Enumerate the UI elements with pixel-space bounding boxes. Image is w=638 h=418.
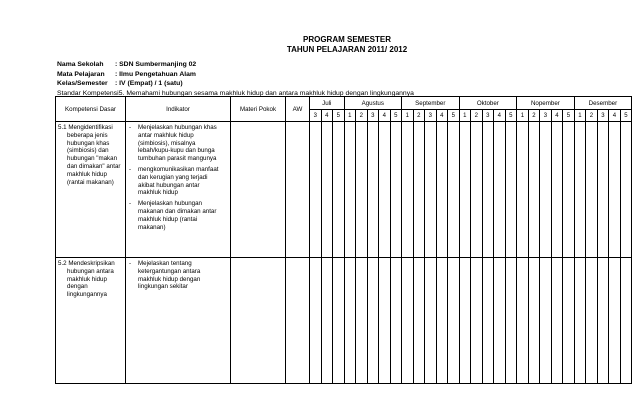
header-week: 4 <box>436 110 448 122</box>
header-week: 4 <box>551 110 563 122</box>
info-value: : Ilmu Pengetahuan Alam <box>115 70 196 78</box>
document-title: PROGRAM SEMESTER <box>302 35 391 44</box>
header-month: Nopember <box>517 97 575 110</box>
info-row <box>57 79 414 89</box>
header-week: 2 <box>413 110 425 122</box>
week-cell <box>413 122 425 258</box>
indikator-cell <box>126 258 231 384</box>
header-week: 4 <box>494 110 506 122</box>
week-cell <box>425 122 437 258</box>
header-week: 5 <box>505 110 517 122</box>
header-indikator: Indikator <box>126 97 231 122</box>
header-week: 2 <box>586 110 598 122</box>
week-cell <box>436 122 448 258</box>
header-week: 3 <box>482 110 494 122</box>
info-row <box>57 70 414 80</box>
header-week: 5 <box>333 110 345 122</box>
header-week: 3 <box>597 110 609 122</box>
header-week: 2 <box>528 110 540 122</box>
week-cell <box>517 122 529 258</box>
week-cell <box>505 122 517 258</box>
week-cell <box>310 258 322 384</box>
week-cell <box>425 258 437 384</box>
header-week: 3 <box>540 110 552 122</box>
week-cell <box>379 122 391 258</box>
header-week: 5 <box>448 110 460 122</box>
week-cell <box>482 258 494 384</box>
info-label: Nama Sekolah <box>57 61 104 68</box>
week-cell <box>586 258 598 384</box>
week-cell <box>402 258 414 384</box>
week-cell <box>471 122 483 258</box>
header-week: 4 <box>609 110 621 122</box>
week-cell <box>528 122 540 258</box>
week-cell <box>551 122 563 258</box>
week-cell <box>563 258 575 384</box>
indikator-item: - Menjelaskan hubungan makanan dan dimakan antar makhluk hidup (rantai makanan) <box>128 200 220 231</box>
header-week: 3 <box>310 110 322 122</box>
header-week: 1 <box>459 110 471 122</box>
week-cell <box>413 258 425 384</box>
week-cell <box>471 258 483 384</box>
week-cell <box>574 122 586 258</box>
header-month: Oktober <box>459 97 517 110</box>
header-materi-pokok: Materi Pokok <box>231 97 286 122</box>
materi-pokok-cell <box>231 122 286 258</box>
info-value: : 5. Memahami hubungan sesama makhluk hidup dan antara makhluk hidup dengan lingkungannya <box>115 89 414 97</box>
header-week: 5 <box>563 110 575 122</box>
document-subtitle: TAHUN PELAJARAN 2011/ 2012 <box>286 45 408 54</box>
week-cell <box>310 122 322 258</box>
indikator-item: - mengkomunikasikan manfaat dan kerugian yang terjadi akibat hubungan antar makhluk hidup <box>128 166 220 197</box>
header-week: 2 <box>471 110 483 122</box>
header-month: Desember <box>574 97 632 110</box>
week-cell <box>436 258 448 384</box>
week-cell <box>482 122 494 258</box>
week-cell <box>356 258 368 384</box>
week-cell <box>551 258 563 384</box>
week-cell <box>367 122 379 258</box>
week-cell <box>505 258 517 384</box>
info-label: Standar Kompetensi <box>57 89 119 97</box>
week-cell <box>574 258 586 384</box>
week-cell <box>620 258 632 384</box>
week-cell <box>379 258 391 384</box>
week-cell <box>459 122 471 258</box>
week-cell <box>597 258 609 384</box>
header-month: Agustus <box>344 97 402 110</box>
header-week: 1 <box>574 110 586 122</box>
week-cell <box>333 122 345 258</box>
week-cell <box>367 258 379 384</box>
aw-cell <box>286 122 310 258</box>
week-cell <box>356 122 368 258</box>
info-label: Mata Pelajaran <box>57 70 105 78</box>
kompetensi-dasar-cell: 5.1 Mengidentifikasi beberapa jenis hubungan khas (simbiosis) dan hubungan "makan dan dimakan" antar makhluk hidup (rantai makanan) <box>56 122 126 258</box>
header-week: 4 <box>379 110 391 122</box>
info-value: : IV (Empat) / 1 (satu) <box>115 80 183 88</box>
indikator-item: - Mejelaskan tentang ketergantungan antara makhluk hidup dengan lingkungan sekitar <box>128 260 220 291</box>
week-cell <box>540 122 552 258</box>
week-cell <box>609 122 621 258</box>
header-aw: AW <box>286 97 310 122</box>
week-cell <box>494 258 506 384</box>
header-week: 1 <box>517 110 529 122</box>
header-week: 3 <box>367 110 379 122</box>
week-cell <box>563 122 575 258</box>
materi-pokok-cell <box>231 258 286 384</box>
table-row <box>56 258 632 384</box>
week-cell <box>459 258 471 384</box>
header-week: 5 <box>620 110 632 122</box>
header-week: 4 <box>321 110 333 122</box>
week-cell <box>586 122 598 258</box>
header-week: 2 <box>356 110 368 122</box>
week-cell <box>390 258 402 384</box>
week-cell <box>333 258 345 384</box>
week-cell <box>620 122 632 258</box>
header-week: 1 <box>402 110 414 122</box>
week-cell <box>528 258 540 384</box>
header-week: 1 <box>344 110 356 122</box>
week-cell <box>448 258 460 384</box>
week-cell <box>517 258 529 384</box>
info-value: : SDN Sumbermanjing 02 <box>115 61 197 68</box>
week-cell <box>609 258 621 384</box>
info-label: Kelas/Semester <box>57 80 108 88</box>
header-week: 3 <box>425 110 437 122</box>
table-row <box>56 122 632 258</box>
aw-cell <box>286 258 310 384</box>
week-cell <box>321 258 333 384</box>
schedule-table <box>55 96 632 384</box>
header-month: September <box>402 97 460 110</box>
week-cell <box>390 122 402 258</box>
week-cell <box>448 122 460 258</box>
week-cell <box>344 258 356 384</box>
document-info <box>57 60 414 98</box>
header-kompetensi-dasar: Kompetensi Dasar <box>56 97 126 122</box>
week-cell <box>402 122 414 258</box>
week-cell <box>344 122 356 258</box>
week-cell <box>540 258 552 384</box>
header-week: 5 <box>390 110 402 122</box>
indikator-cell <box>126 122 231 258</box>
week-cell <box>494 122 506 258</box>
info-row <box>57 60 414 70</box>
week-cell <box>597 122 609 258</box>
kompetensi-dasar-cell: 5.2 Mendeskripsikan hubungan antara makhluk hidup dengan lingkungannya <box>56 258 126 384</box>
indikator-item: - Menjelaskan hubungan khas antar makhluk hidup (simbiosis), misalnya lebah/kupu-kupu dan bunga tumbuhan parasit mangunya <box>128 124 220 163</box>
header-month: Juli <box>310 97 345 110</box>
week-cell <box>321 122 333 258</box>
